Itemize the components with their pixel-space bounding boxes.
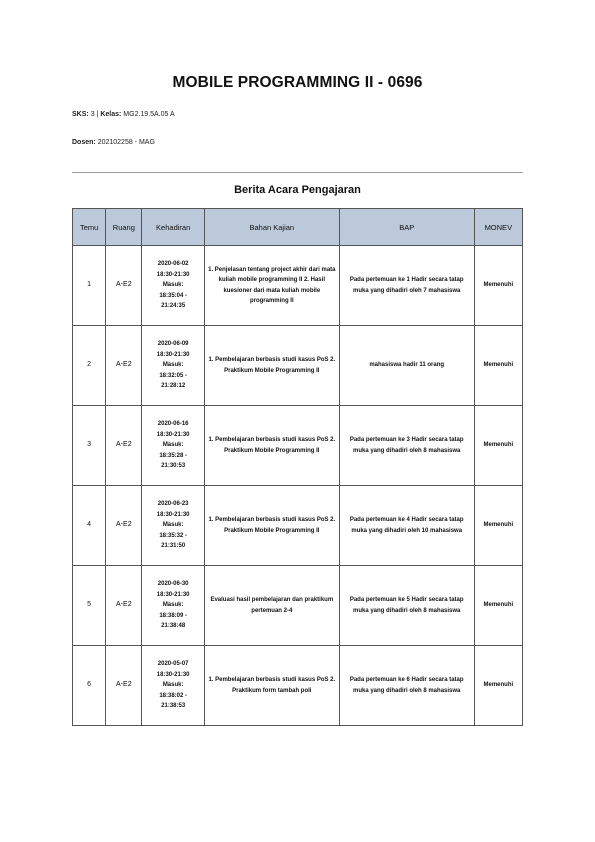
table-row: [73, 406, 523, 486]
kelas-value: MG2.19.5A.05 A: [123, 111, 175, 118]
sks-label: SKS:: [72, 111, 89, 118]
cell-ruang: A-E2: [106, 406, 142, 486]
cell-temu: 4: [73, 486, 106, 566]
dosen-value: 202102258 - MAG: [97, 139, 155, 146]
cell-temu: 1: [73, 246, 106, 326]
cell-monev: Memenuhi: [474, 326, 522, 406]
cell-bahan-kajian: Evaluasi hasil pembelajaran dan praktikum pertemuan 2-4: [204, 566, 339, 646]
section-title: Berita Acara Pengajaran: [234, 184, 361, 196]
cell-monev: Memenuhi: [474, 246, 522, 326]
course-title: MOBILE PROGRAMMING II - 0696: [172, 74, 423, 91]
kehadiran-text: 2020-06-16 18:30-21:30 Masuk: 18:35:28 - 21:30:53: [156, 421, 190, 470]
cell-ruang: A-E2: [106, 486, 142, 566]
cell-bahan-kajian: 1. Pembelajaran berbasis studi kasus PoS 2. Praktikum Mobile Programming II: [204, 406, 339, 486]
header-bap: BAP: [339, 209, 474, 246]
cell-monev: Memenuhi: [474, 646, 522, 726]
dosen-label: Dosen:: [72, 139, 96, 146]
cell-kehadiran: [142, 246, 204, 326]
cell-bahan-kajian: 1. Pembelajaran berbasis studi kasus PoS 2. Praktikum form tambah poli: [204, 646, 339, 726]
cell-ruang: A-E2: [106, 646, 142, 726]
cell-kehadiran: [142, 406, 204, 486]
cell-ruang: A-E2: [106, 566, 142, 646]
meta-separator: |: [96, 111, 99, 118]
cell-bap: Pada pertemuan ke 4 Hadir secara tatap muka yang dihadiri oleh 10 mahasiswa: [339, 486, 474, 566]
table-row: [73, 646, 523, 726]
sks-value: 3: [90, 111, 95, 118]
cell-temu: 5: [73, 566, 106, 646]
table-row: [73, 326, 523, 406]
kehadiran-text: 2020-06-30 18:30-21:30 Masuk: 18:38:09 - 21:38:48: [156, 581, 190, 630]
cell-bap: Pada pertemuan ke 3 Hadir secara tatap muka yang dihadiri oleh 8 mahasiswa: [339, 406, 474, 486]
cell-bap: Pada pertemuan ke 5 Hadir secara tatap muka yang dihadiri oleh 8 mahasiswa: [339, 566, 474, 646]
kehadiran-text: 2020-05-07 18:30-21:30 Masuk: 18:38:02 - 21:38:53: [156, 661, 190, 710]
cell-monev: Memenuhi: [474, 486, 522, 566]
cell-temu: 6: [73, 646, 106, 726]
cell-temu: 3: [73, 406, 106, 486]
header-bahan-kajian: Bahan Kajian: [204, 209, 339, 246]
kelas-label: Kelas:: [100, 111, 122, 118]
header-ruang: Ruang: [106, 209, 142, 246]
divider: [72, 172, 523, 173]
header-temu: Temu: [73, 209, 106, 246]
cell-ruang: A-E2: [106, 246, 142, 326]
kehadiran-text: 2020-06-09 18:30-21:30 Masuk: 18:32:05 - 21:28:12: [156, 341, 190, 390]
cell-bahan-kajian: 1. Pembelajaran berbasis studi kasus PoS 2. Praktikum Mobile Programming II: [204, 486, 339, 566]
cell-bap: mahasiswa hadir 11 orang: [339, 326, 474, 406]
header-kehadiran: Kehadiran: [142, 209, 204, 246]
table-row: [73, 246, 523, 326]
cell-kehadiran: [142, 486, 204, 566]
cell-kehadiran: [142, 566, 204, 646]
course-meta-dosen: [72, 139, 155, 146]
cell-bap: Pada pertemuan ke 1 Hadir secara tatap muka yang dihadiri oleh 7 mahasiswa: [339, 246, 474, 326]
cell-bahan-kajian: 1. Penjelasan tentang project akhir dari mata kuliah mobile programming II 2. Hasil kuesioner dari mata kuliah mobile programming II: [204, 246, 339, 326]
cell-temu: 2: [73, 326, 106, 406]
bap-table: [72, 208, 523, 726]
cell-monev: Memenuhi: [474, 406, 522, 486]
table-row: [73, 486, 523, 566]
table-header-row: [73, 209, 523, 246]
cell-kehadiran: [142, 646, 204, 726]
kehadiran-text: 2020-06-23 18:30-21:30 Masuk: 18:35:32 - 21:31:50: [156, 501, 190, 550]
cell-ruang: A-E2: [106, 326, 142, 406]
kehadiran-text: 2020-06-02 18:30-21:30 Masuk: 18:35:04 - 21:24:35: [156, 261, 190, 310]
cell-monev: Memenuhi: [474, 566, 522, 646]
cell-kehadiran: [142, 326, 204, 406]
course-meta-sks-kelas: [72, 111, 175, 118]
table-row: [73, 566, 523, 646]
header-monev: MONEV: [474, 209, 522, 246]
cell-bap: Pada pertemuan ke 6 Hadir secara tatap muka yang dihadiri oleh 8 mahasiswa: [339, 646, 474, 726]
cell-bahan-kajian: 1. Pembelajaran berbasis studi kasus PoS 2. Praktikum Mobile Programming II: [204, 326, 339, 406]
